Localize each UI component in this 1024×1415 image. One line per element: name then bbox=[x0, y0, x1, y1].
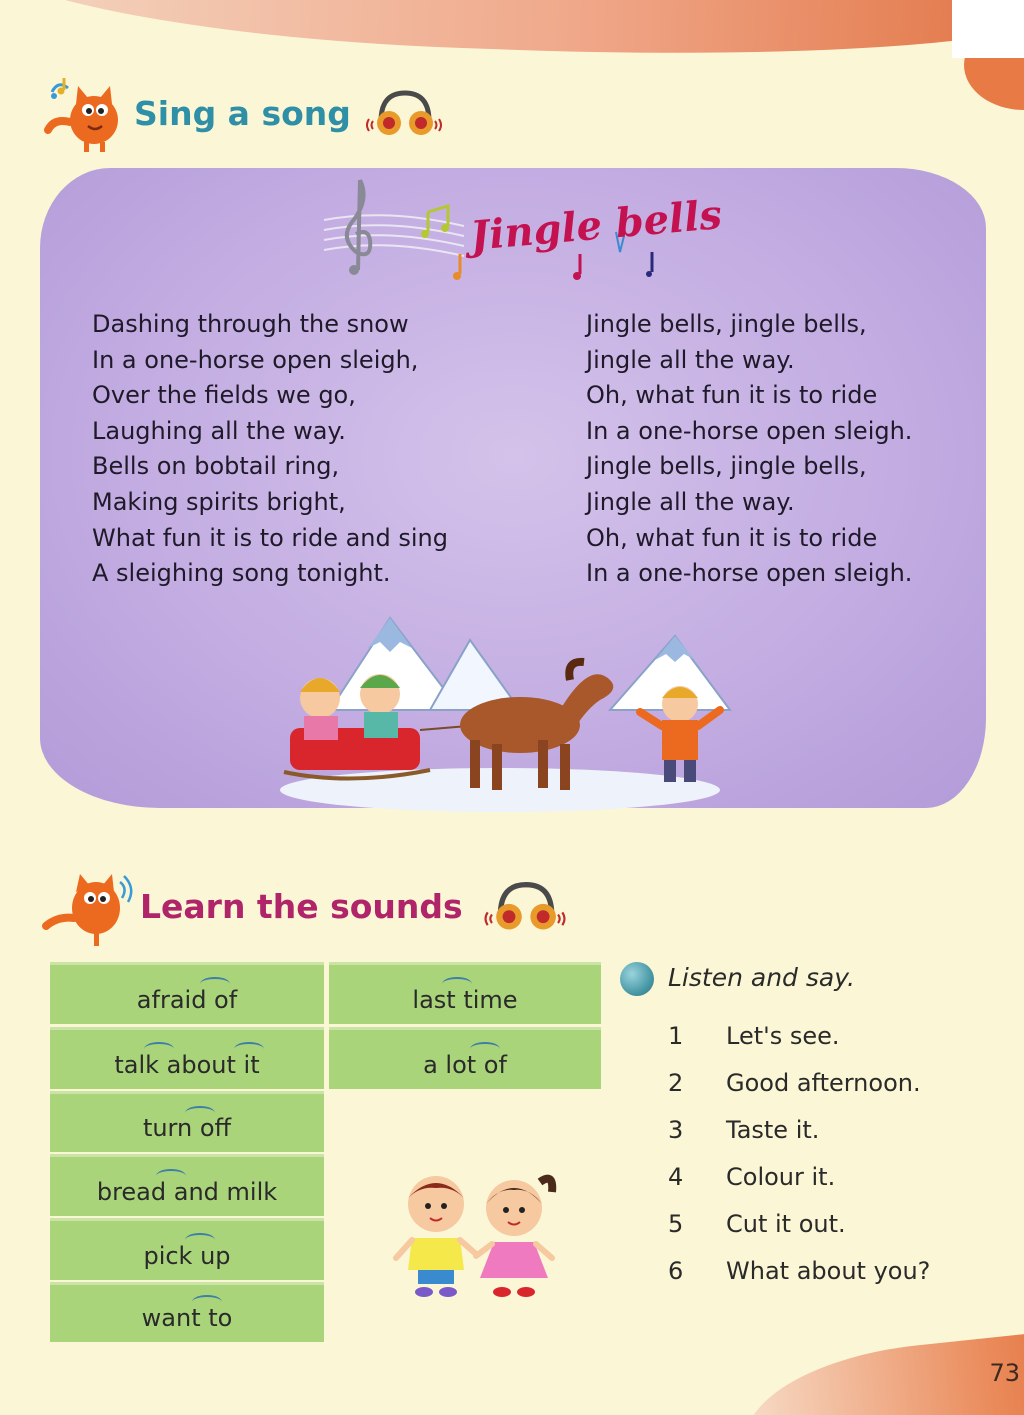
lyric-line: Oh, what fun it is to ride bbox=[586, 381, 878, 410]
say-item-text: Cut it out. bbox=[726, 1210, 846, 1238]
lyric-line: Over the fields we go, bbox=[92, 381, 356, 410]
say-item-text: Colour it. bbox=[726, 1163, 836, 1191]
blue-bullet-icon bbox=[620, 962, 654, 996]
sound-phrase: pick up bbox=[143, 1242, 231, 1270]
headphones-icon[interactable] bbox=[359, 85, 449, 141]
sound-phrase: a lot of bbox=[423, 1051, 507, 1079]
say-list-item bbox=[668, 1163, 835, 1191]
top-decorative-band bbox=[0, 0, 1024, 70]
say-list-item bbox=[668, 1210, 846, 1238]
sound-phrase: afraid of bbox=[136, 986, 238, 1014]
say-item-number: 3 bbox=[668, 1116, 684, 1144]
two-children-illustration bbox=[392, 1168, 562, 1300]
sound-phrase-cell bbox=[50, 1027, 324, 1089]
say-list-item bbox=[668, 1116, 819, 1144]
say-list-item bbox=[668, 1022, 840, 1050]
say-item-text: Taste it. bbox=[726, 1116, 820, 1144]
say-list-item bbox=[668, 1257, 930, 1285]
cat-mascot-icon bbox=[40, 858, 136, 954]
linking-mark-icon bbox=[470, 1042, 500, 1056]
sound-phrase-cell bbox=[50, 1154, 324, 1216]
sound-phrase-cell bbox=[50, 1282, 324, 1342]
say-item-number: 1 bbox=[668, 1022, 684, 1050]
sound-phrase-cell bbox=[329, 962, 601, 1024]
sound-phrase: talk about it bbox=[114, 1051, 260, 1079]
lyrics-right-column bbox=[586, 307, 912, 592]
lyric-line: Oh, what fun it is to ride bbox=[586, 523, 878, 552]
linking-mark-icon bbox=[200, 977, 230, 991]
linking-mark-icon bbox=[185, 1233, 215, 1247]
lyrics-left-column bbox=[92, 307, 448, 592]
say-item-number: 4 bbox=[668, 1163, 684, 1191]
say-item-number: 5 bbox=[668, 1210, 684, 1238]
lyric-line: Jingle bells, jingle bells, bbox=[586, 310, 867, 338]
lyric-line: What fun it is to ride and sing bbox=[92, 523, 448, 552]
lyric-line: In a one-horse open sleigh. bbox=[586, 559, 913, 588]
learn-the-sounds-heading bbox=[40, 858, 573, 954]
sing-a-song-title: Sing a song bbox=[134, 93, 351, 133]
linking-mark-icon bbox=[192, 1295, 222, 1309]
sound-phrase-cell bbox=[50, 1218, 324, 1280]
sound-phrase: turn off bbox=[142, 1114, 232, 1142]
say-item-text: What about you? bbox=[726, 1257, 931, 1285]
lyric-line: Jingle all the way. bbox=[586, 345, 795, 374]
sleigh-ride-illustration bbox=[270, 600, 740, 820]
linking-mark-icon bbox=[234, 1042, 264, 1056]
linking-mark-icon bbox=[185, 1106, 215, 1120]
headphones-icon[interactable] bbox=[477, 876, 573, 936]
lyric-line: A sleighing song tonight. bbox=[92, 559, 391, 588]
lyric-line: Jingle bells, jingle bells, bbox=[586, 452, 867, 481]
linking-mark-icon bbox=[156, 1169, 186, 1183]
sound-phrase: want to bbox=[141, 1304, 233, 1332]
say-item-number: 6 bbox=[668, 1257, 684, 1285]
lyric-line: Dashing through the snow bbox=[92, 310, 409, 338]
lyric-line: Jingle all the way. bbox=[586, 487, 795, 516]
sound-phrase: last time bbox=[412, 986, 518, 1014]
bottom-decorative-band bbox=[738, 1327, 1024, 1415]
say-item-number: 2 bbox=[668, 1069, 684, 1097]
sound-phrase-cell bbox=[50, 962, 324, 1024]
learn-the-sounds-title: Learn the sounds bbox=[140, 886, 463, 926]
lyric-line: In a one-horse open sleigh. bbox=[586, 416, 913, 445]
lyric-line: Bells on bobtail ring, bbox=[92, 452, 340, 481]
sound-phrase-cell bbox=[50, 1091, 324, 1152]
lyric-line: In a one-horse open sleigh, bbox=[92, 345, 419, 374]
sound-phrase-cell bbox=[329, 1027, 601, 1089]
sing-a-song-heading bbox=[42, 70, 449, 156]
white-corner-patch bbox=[952, 0, 1024, 58]
listen-and-say-title: Listen and say. bbox=[668, 963, 855, 992]
say-item-text: Good afternoon. bbox=[726, 1069, 921, 1097]
page-number: 73 bbox=[989, 1359, 1020, 1387]
linking-mark-icon bbox=[144, 1042, 174, 1056]
linking-mark-icon bbox=[442, 977, 472, 991]
say-list-item bbox=[668, 1069, 921, 1097]
song-title: Jingle bells bbox=[468, 191, 724, 260]
lyric-line: Laughing all the way. bbox=[92, 416, 346, 445]
cat-mascot-icon bbox=[42, 70, 128, 156]
lyric-line: Making spirits bright, bbox=[92, 487, 346, 516]
sound-phrase: bread and milk bbox=[96, 1178, 278, 1206]
say-item-text: Let's see. bbox=[726, 1022, 840, 1050]
